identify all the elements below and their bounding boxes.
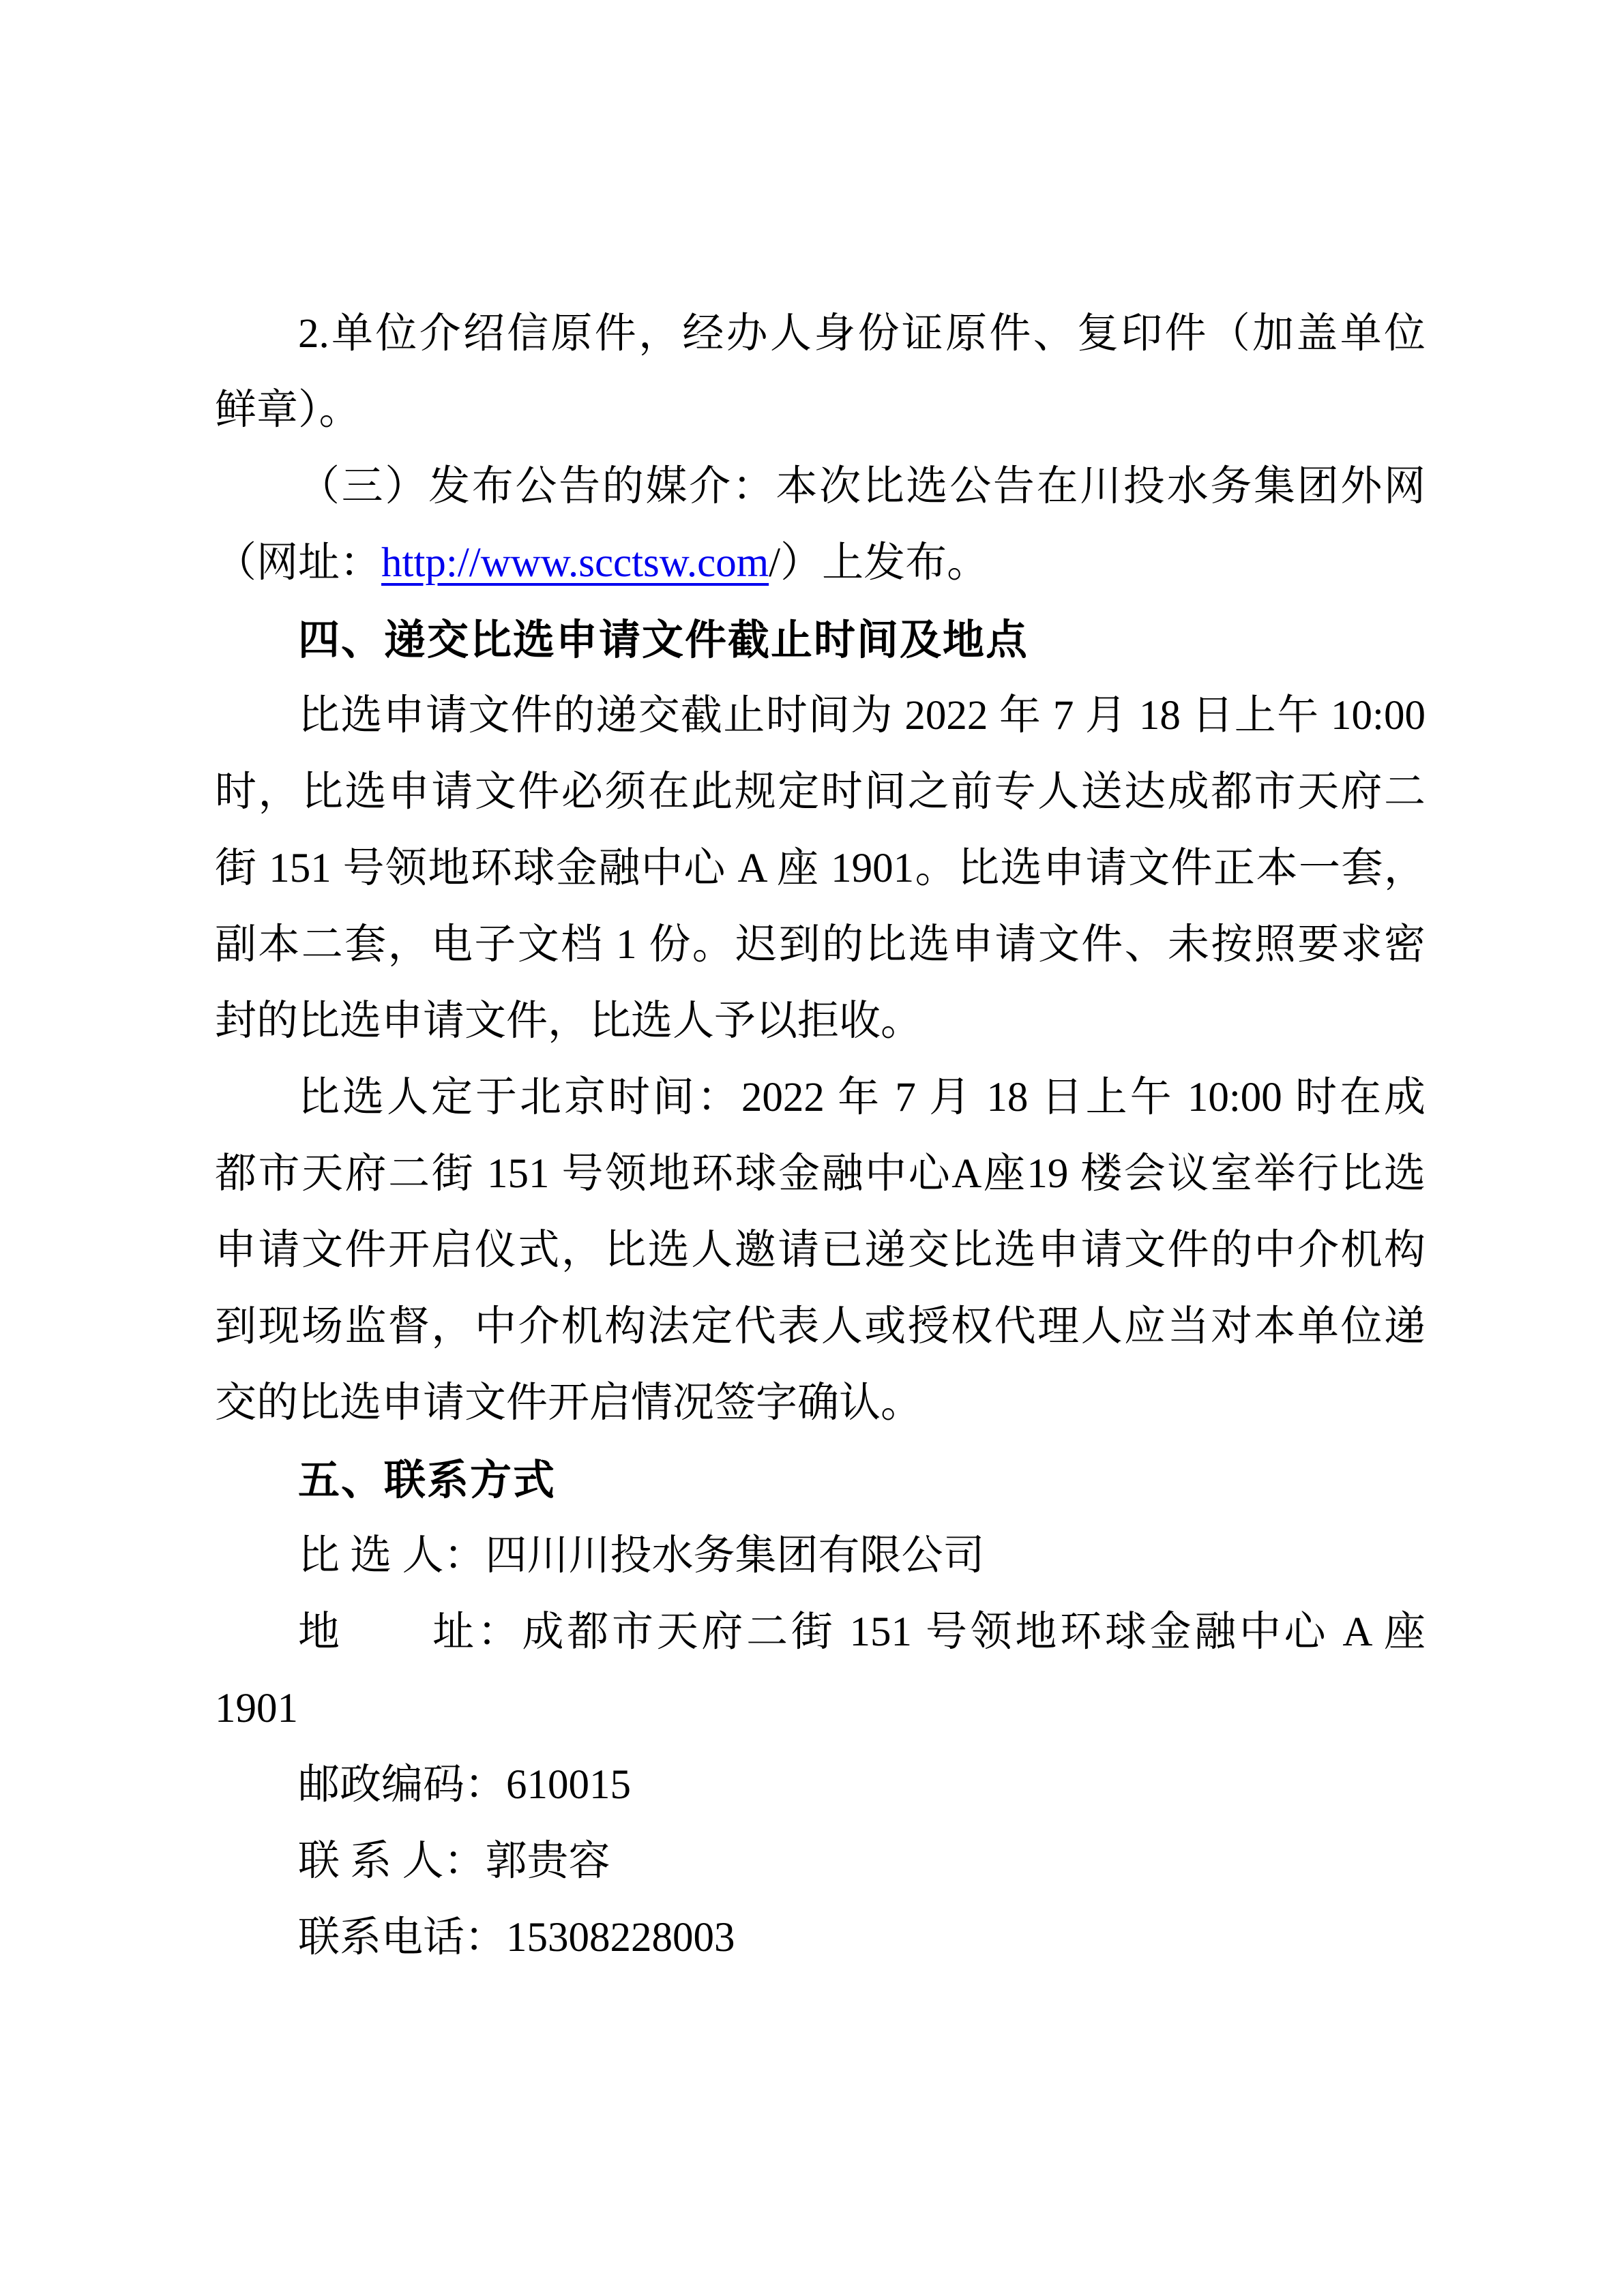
- section4-para2-line3: 申请文件开启仪式，比选人邀请已递交比选申请文件的中介机构: [215, 1227, 1426, 1273]
- section4-para2-line2: 都市天府二街 151 号领地环球金融中心A座19 楼会议室举行比选: [215, 1151, 1426, 1197]
- section4-para1-line5: 封的比选申请文件，比选人予以拒收。: [215, 998, 923, 1044]
- section4-para1-line1: 比选申请文件的递交截止时间为 2022 年 7 月 18 日上午 10:00: [298, 693, 1426, 739]
- section4-para1-line2: 时，比选申请文件必须在此规定时间之前专人送达成都市天府二: [215, 769, 1426, 815]
- item3-line2: [215, 525, 1426, 601]
- section4-para1-line3: 街 151 号领地环球金融中心 A 座 1901。比选申请文件正本一套，: [215, 846, 1426, 891]
- contact-address-line1: 地 址：成都市天府二街 151 号领地环球金融中心 A 座: [298, 1609, 1426, 1655]
- contact-address-line2: 1901: [215, 1686, 298, 1731]
- contact-person-line: 联 系 人：郭贵容: [298, 1838, 610, 1884]
- document-body: [215, 296, 1426, 1976]
- contact-phone-line: 联系电话：15308228003: [298, 1915, 735, 1960]
- section5-heading: 五、联系方式: [298, 1457, 557, 1503]
- section4-para1-line4: 副本二套，电子文档 1 份。迟到的比选申请文件、未按照要求密: [215, 922, 1426, 968]
- section4-para2-line1: 比选人定于北京时间：2022 年 7 月 18 日上午 10:00 时在成: [298, 1075, 1426, 1120]
- section4-heading: 四、递交比选申请文件截止时间及地点: [298, 616, 1029, 663]
- item3-line1: （三）发布公告的媒介：本次比选公告在川投水务集团外网: [298, 464, 1426, 509]
- url-suffix-text: /）上发布。: [769, 540, 989, 586]
- item2-line1: 2.单位介绍信原件，经办人身份证原件、复印件（加盖单位: [298, 311, 1426, 357]
- url-prefix-text: （网址：: [215, 540, 382, 586]
- section4-para2-line4: 到现场监督，中介机构法定代表人或授权代理人应当对本单位递: [215, 1304, 1426, 1350]
- item2-line2: 鲜章）。: [215, 387, 361, 433]
- contact-selector-line: 比 选 人：四川川投水务集团有限公司: [298, 1533, 985, 1579]
- contact-postcode-line: 邮政编码：610015: [298, 1762, 632, 1808]
- section4-para2-line5: 交的比选申请文件开启情况签字确认。: [215, 1380, 923, 1426]
- website-hyperlink[interactable]: http://www.scctsw.com: [381, 540, 769, 586]
